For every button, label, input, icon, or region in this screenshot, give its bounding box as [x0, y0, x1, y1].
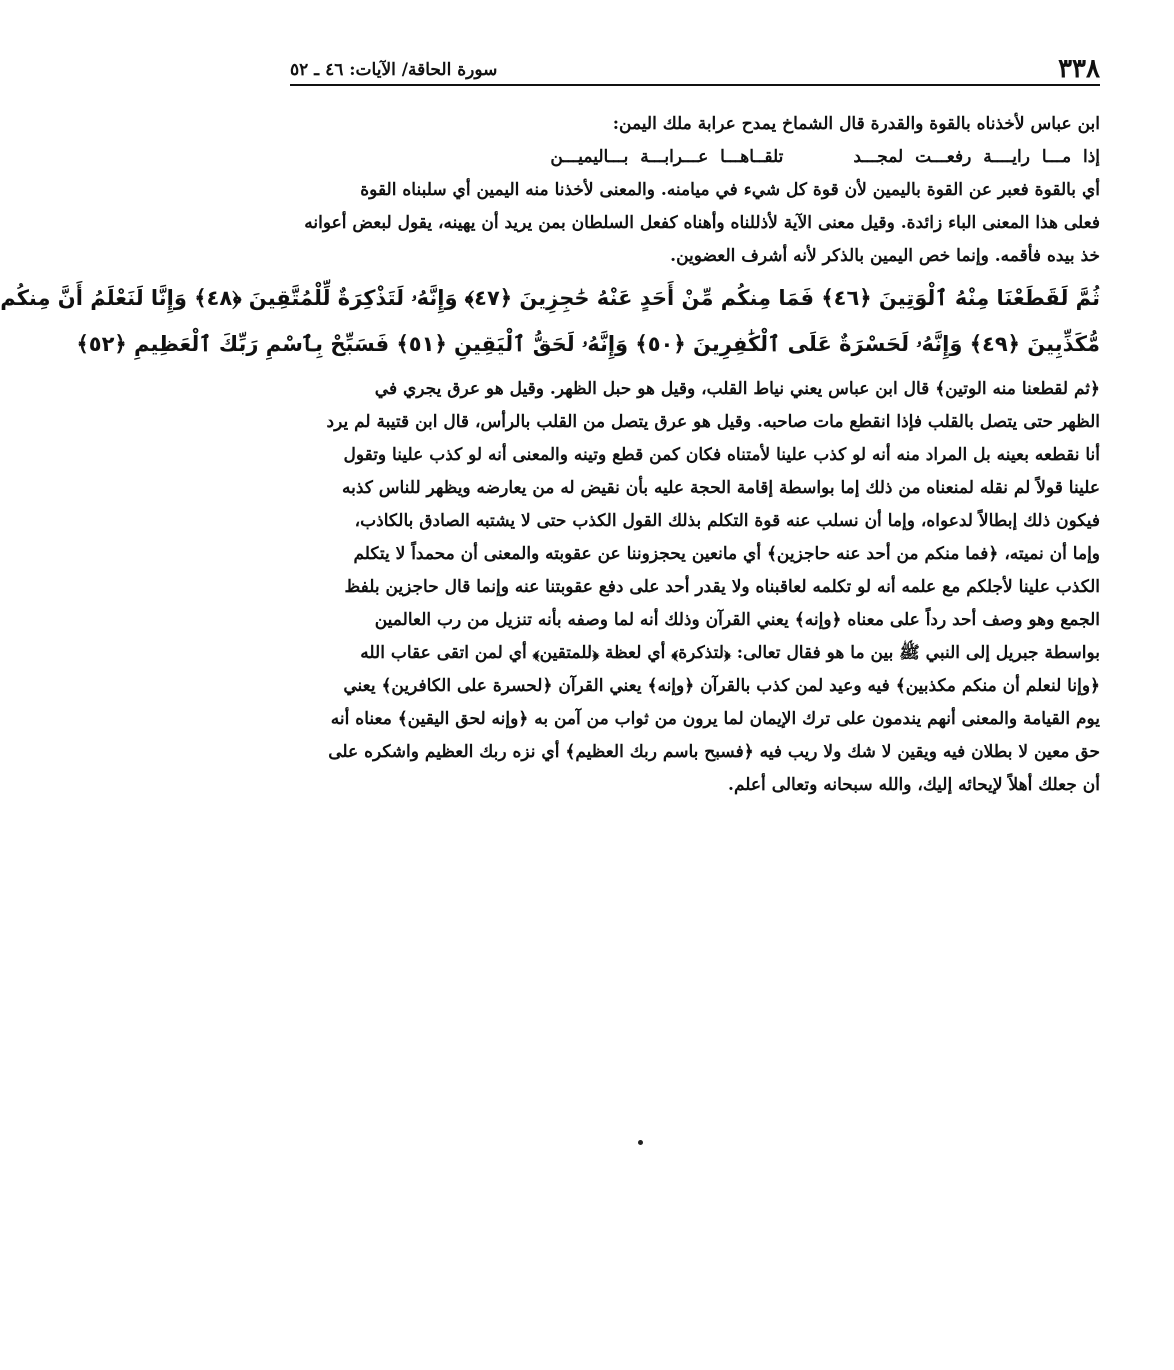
paragraph-line: خذ بيده فأقمه. وإنما خص اليمين بالذكر لأنه أشرف العضوين. [670, 246, 1100, 266]
running-header [290, 50, 1100, 86]
quran-verses [0, 275, 1100, 367]
paragraph-line: أي بالقوة فعبر عن القوة باليمين لأن قوة كل شيء في ميامنه. والمعنى لأخذنا منه اليمين أي سلبناه القوة [360, 180, 1100, 200]
commentary-line: فيكون ذلك إبطالاً لدعواه، وإما أن نسلب عنه قوة التكلم بذلك القول الكذب حتى لا يشتبه الصادق بالكاذب، [354, 511, 1100, 531]
commentary-line: أنا نقطعه بعينه بل المراد منه أنه لو كذب علينا لأمتناه فكان كمن قطع وتينه والمعنى أنه لو كذب علينا وتقول [343, 445, 1100, 465]
commentary-line: الظهر حتى يتصل بالقلب فإذا انقطع مات صاحبه. وقيل هو عرق يتصل من القلب بالرأس، قال ابن قتيبة لم يرد [326, 412, 1100, 432]
commentary-line: حق معين لا بطلان فيه ويقين لا شك ولا ريب فيه ﴿فسبح باسم ربك العظيم﴾ أي نزه ربك العظيم واشكره على [328, 742, 1100, 762]
commentary-line: يوم القيامة والمعنى أنهم يندمون على ترك الإيمان لما يرون من ثواب من آمن به ﴿وإنه لحق اليقين﴾ معناه أنه [330, 709, 1100, 729]
commentary-line: الجمع وهو وصف أحد رداً على معناه ﴿وإنه﴾ يعني القرآن وذلك أنه لما وصفه بأنه تنزيل من رب العالمين [374, 610, 1100, 630]
intro-line: ابن عباس لأخذناه بالقوة والقدرة قال الشماخ يمدح عرابة ملك اليمن: [612, 114, 1100, 134]
commentary-line: علينا قولاً لم نقله لمنعناه من ذلك إما بواسطة إقامة الحجة عليه بأن نقيض له من يعارضه ويظهر للناس كذبه [341, 478, 1100, 498]
poetry-verse [290, 141, 1100, 174]
page-number: ٣٣٨ [1058, 54, 1100, 84]
commentary-line: أن جعلك أهلاً لإيحائه إليك، والله سبحانه وتعالى أعلم. [728, 775, 1100, 795]
commentary-line: بواسطة جبريل إلى النبي ﷺ بين ما هو فقال تعالى: ﴿لتذكرة﴾ أي لعظة ﴿للمتقين﴾ أي لمن اتقى عقاب الله [360, 643, 1100, 663]
commentary-line: ﴿ثم لقطعنا منه الوتين﴾ قال ابن عباس يعني نياط القلب، وقيل هو حبل الظهر. وقيل هو عرق يجري في [374, 379, 1100, 399]
surah-verse-range: سورة الحاقة/ الآيات: ٤٦ ـ ٥٢ [290, 60, 498, 80]
commentary-line: وإما أن نميته، ﴿فما منكم من أحد عنه حاجزين﴾ أي مانعين يحجزوننا عن عقوبته والمعنى أن محمداً لا يتكلم [353, 544, 1100, 564]
commentary-line: الكذب علينا لأجلكم مع علمه أنه لو تكلمه لعاقبناه ولا يقدر أحد على دفع عقوبتنا عنه وإنما قال حاجزين بلفظ [344, 577, 1100, 597]
paragraph-line: فعلى هذا المعنى الباء زائدة. وقيل معنى الآية لأذللناه وأهناه كفعل السلطان بمن يريد أن يهينه، يقول لبعض أعوانه [304, 213, 1100, 233]
quran-line: مُّكَذِّبِينَ ﴿٤٩﴾ وَإِنَّهُۥ لَحَسْرَةٌ عَلَى ٱلْكَٰفِرِينَ ﴿٥٠﴾ وَإِنَّهُۥ لَحَقُّ ٱلْيَقِينِ ﴿٥١﴾ فَسَبِّحْ بِٱسْمِ رَبِّكَ ٱلْعَظِيمِ ﴿٥٢﴾ [76, 332, 1100, 356]
commentary-line: ﴿وإنا لنعلم أن منكم مكذبين﴾ فيه وعيد لمن كذب بالقرآن ﴿وإنه﴾ يعني القرآن ﴿لحسرة على الكافرين﴾ يعني [343, 676, 1100, 696]
poetry-hemistich-second: تلقــاهـــا عـــرابـــة بـــاليميـــن [550, 147, 784, 167]
quran-line: ثُمَّ لَقَطَعْنَا مِنْهُ ٱلْوَتِينَ ﴿٤٦﴾ فَمَا مِنكُم مِّنْ أَحَدٍ عَنْهُ حَٰجِزِينَ ﴿٤٧﴾ وَإِنَّهُۥ لَتَذْكِرَةٌ لِّلْمُتَّقِينَ ﴿٤٨﴾ وَإِنَّا لَنَعْلَمُ أَنَّ مِنكُم [0, 286, 1100, 310]
tafsir-text [0, 108, 1100, 802]
book-page [0, 50, 1100, 802]
poetry-hemistich-first: إذا مـــا رايــــة رفعـــت لمجـــد [853, 147, 1100, 167]
ink-dot [638, 1140, 643, 1145]
